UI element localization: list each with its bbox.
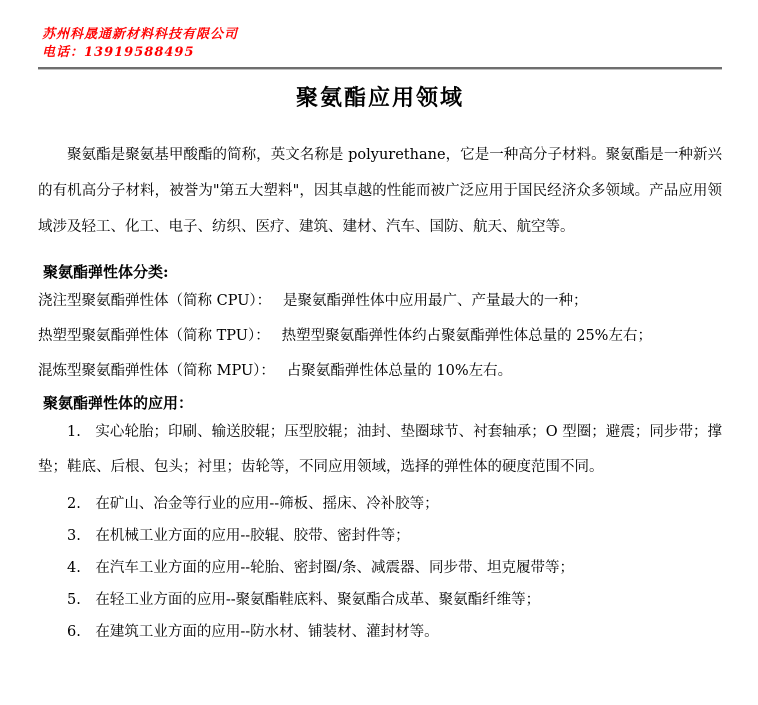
- letterhead: [38, 26, 722, 62]
- header-divider: [38, 67, 722, 70]
- application-item-4: 4. 在汽车工业方面的应用--轮胎、密封圈/条、减震器、同步带、坦克履带等；: [67, 559, 575, 576]
- application-item-6: 6. 在建筑工业方面的应用--防水材、铺装材、灌封材等。: [67, 623, 439, 640]
- classification-list: [38, 284, 722, 389]
- phone-number: 电话：13919588495: [42, 45, 195, 60]
- section-heading-classification: 聚氨酯弹性体分类:: [43, 262, 169, 281]
- page-title: 聚氨酯应用领域: [295, 85, 464, 111]
- application-item-3: 3. 在机械工业方面的应用--胶辊、胶带、密封件等；: [67, 527, 410, 544]
- company-name: 苏州科晟通新材料科技有限公司: [42, 27, 239, 42]
- application-item-5: 5. 在轻工业方面的应用--聚氨酯鞋底料、聚氨酯合成革、聚氨酯纤维等；: [67, 591, 541, 608]
- application-list: [38, 415, 722, 648]
- classification-item-tpu: 热塑型聚氨酯弹性体（简称 TPU）： 热塑型聚氨酯弹性体约占聚氨酯弹性体总量的 25%左右；: [38, 327, 652, 344]
- classification-item-cpu: 浇注型聚氨酯弹性体（简称 CPU）： 是聚氨酯弹性体中应用最广、产量最大的一种；: [38, 292, 588, 309]
- application-item-1: 1. 实心轮胎；印刷、输送胶辊；压型胶辊；油封、垫圈球节、衬套轴承；O 型圈；避震；同步带；撑垫；鞋底、后根、包头；衬里；齿轮等，不同应用领域，选择的弹性体的硬度范围不同。: [38, 423, 722, 475]
- section-heading-application: 聚氨酯弹性体的应用：: [43, 393, 194, 412]
- application-item-2: 2. 在矿山、冶金等行业的应用--筛板、摇床、冷补胶等；: [67, 495, 439, 512]
- intro-paragraph: 聚氨酯是聚氨基甲酸酯的简称，英文名称是 polyurethane，它是一种高分子材料。聚氨酯是一种新兴的有机高分子材料，被誉为"第五大塑料"，因其卓越的性能而被广泛应用于国民经济众多领域。产品应用领域涉及轻工、化工、电子、纺织、医疗、建筑、建材、汽车、国防、航天、航空等。: [38, 147, 722, 235]
- classification-item-mpu: 混炼型聚氨酯弹性体（简称 MPU）： 占聚氨酯弹性体总量的 10%左右。: [38, 362, 513, 379]
